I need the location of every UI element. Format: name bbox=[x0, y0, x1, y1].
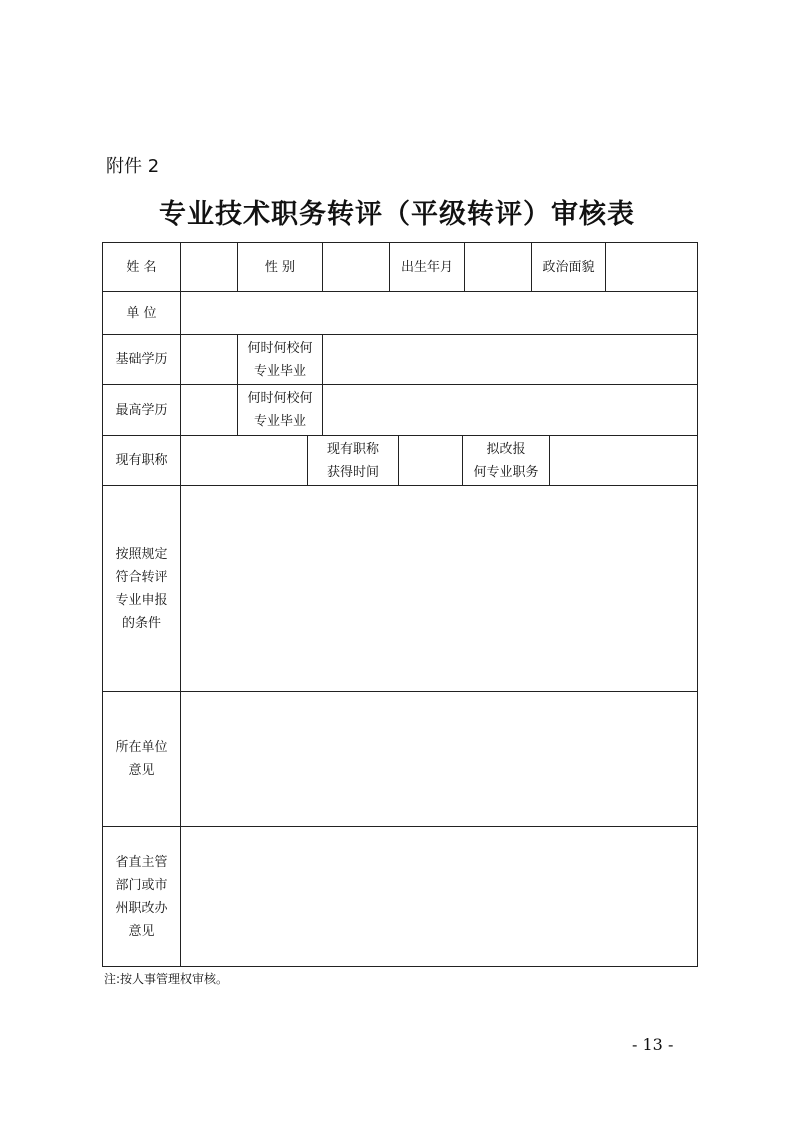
title-obtained-time-label: 现有职称 获得时间 bbox=[326, 441, 379, 480]
birth-value[interactable] bbox=[465, 243, 531, 291]
department-opinion-label: 省直主管 部门或市 州职改办 意见 bbox=[115, 854, 168, 939]
basic-education-label: 基础学历 bbox=[115, 352, 168, 367]
gender-value[interactable] bbox=[323, 243, 389, 291]
unit-value[interactable] bbox=[181, 292, 697, 334]
current-title-value[interactable] bbox=[181, 436, 307, 485]
name-label: 姓 名 bbox=[126, 259, 157, 275]
basic-graduation-label: 何时何校何 专业毕业 bbox=[247, 340, 313, 379]
qualification-conditions-label: 按照规定 符合转评 专业申报 的条件 bbox=[115, 546, 168, 631]
form-title: 专业技术职务转评（平级转评）审核表 bbox=[159, 199, 635, 230]
gender-label: 性 别 bbox=[264, 259, 296, 275]
current-title-label: 现有职称 bbox=[115, 453, 168, 468]
unit-label: 单 位 bbox=[126, 305, 157, 321]
proposed-title-label: 拟改报 何专业职务 bbox=[473, 441, 539, 480]
highest-education-label: 最高学历 bbox=[115, 402, 168, 418]
footnote: 注:按人事管理权审核。 bbox=[104, 972, 229, 986]
basic-education-value[interactable] bbox=[181, 335, 237, 384]
political-value[interactable] bbox=[606, 243, 697, 291]
qualification-conditions-value[interactable] bbox=[181, 486, 697, 691]
highest-graduation-value[interactable] bbox=[323, 385, 697, 435]
highest-graduation-label: 何时何校何 专业毕业 bbox=[247, 391, 313, 429]
name-value[interactable] bbox=[181, 243, 237, 291]
highest-education-value[interactable] bbox=[181, 385, 237, 435]
department-opinion-value[interactable] bbox=[181, 827, 697, 966]
review-form-table bbox=[102, 242, 698, 967]
basic-graduation-value[interactable] bbox=[323, 335, 697, 384]
attachment-label: 附件 2 bbox=[106, 156, 160, 177]
proposed-title-value[interactable] bbox=[550, 436, 697, 485]
title-obtained-time-value[interactable] bbox=[399, 436, 462, 485]
unit-opinion-value[interactable] bbox=[181, 692, 697, 826]
unit-opinion-label: 所在单位 意见 bbox=[115, 740, 168, 778]
birth-label: 出生年月 bbox=[400, 259, 453, 275]
political-label: 政治面貌 bbox=[542, 259, 595, 275]
page-number: - 13 - bbox=[632, 1035, 674, 1054]
